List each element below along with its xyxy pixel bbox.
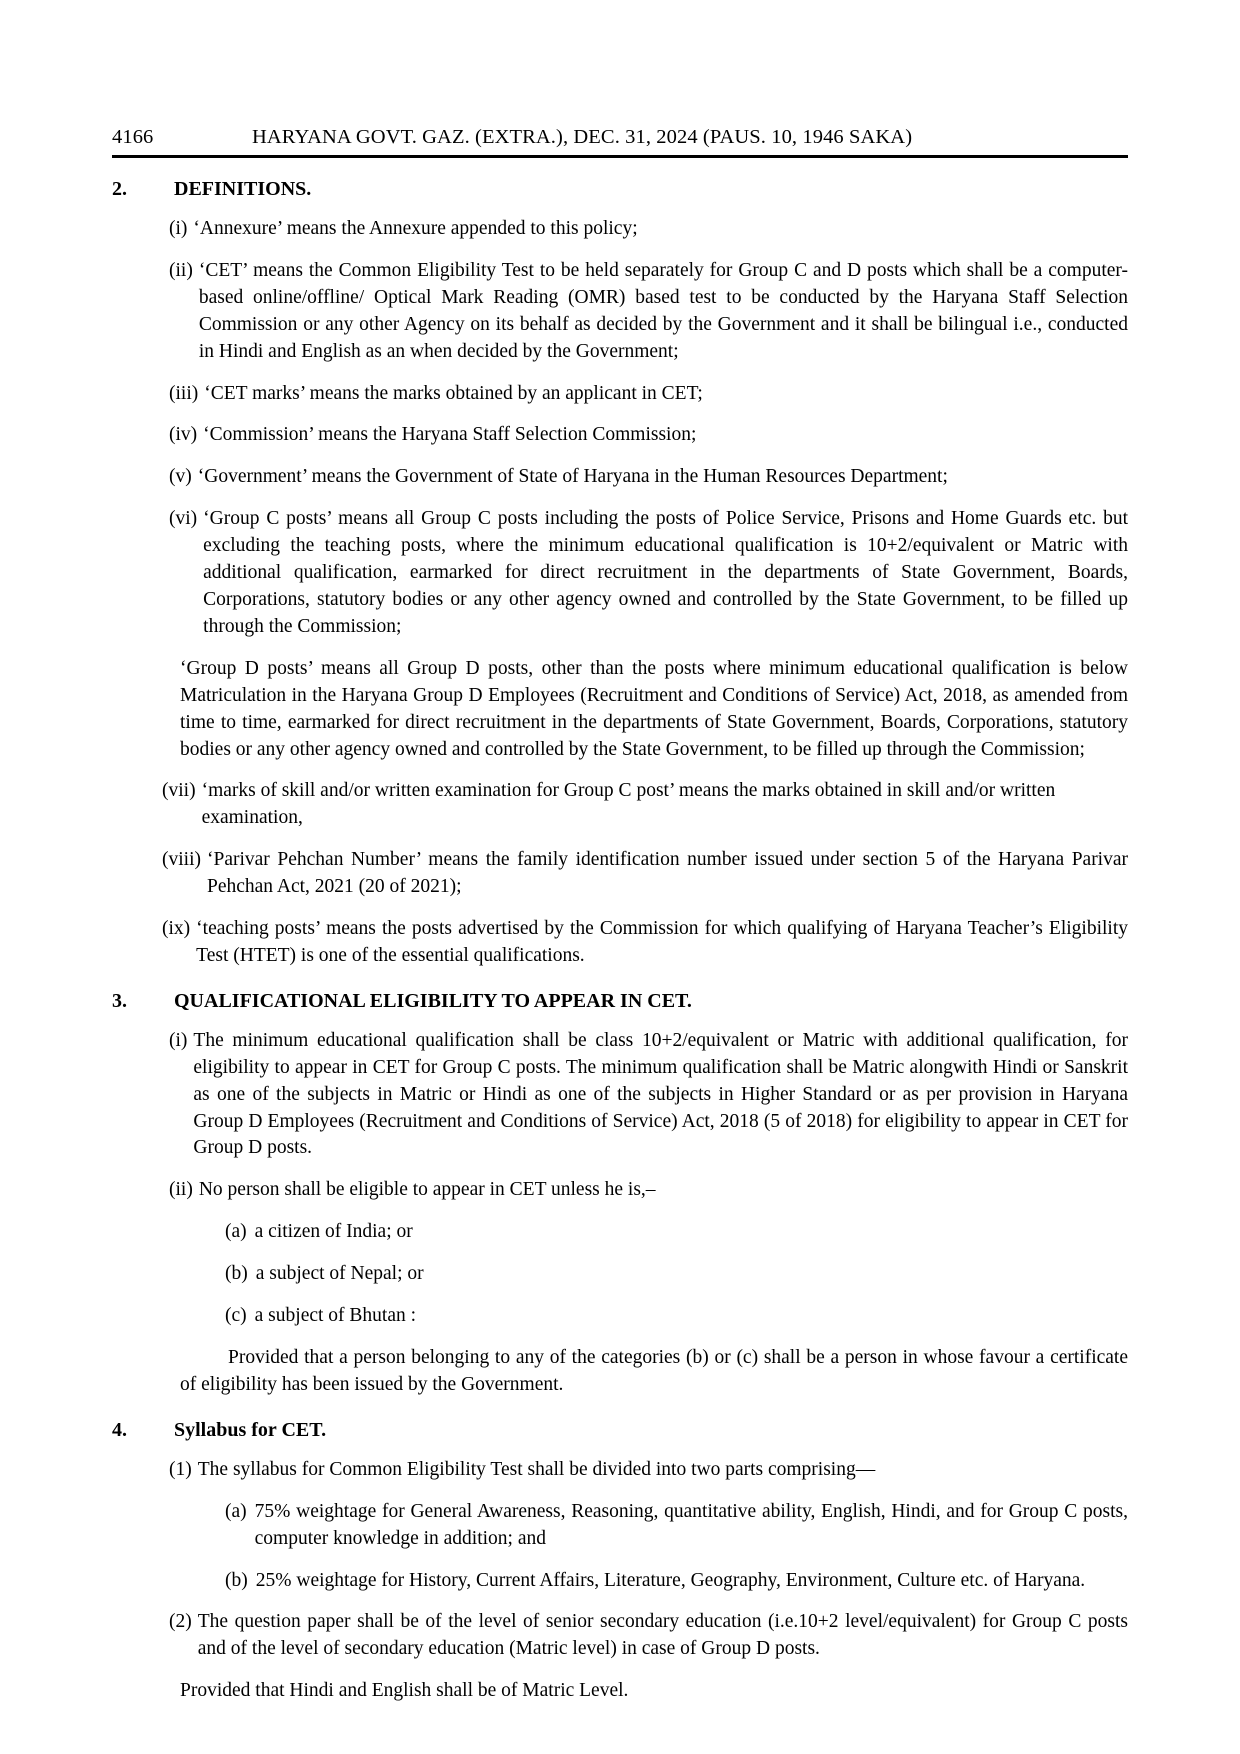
eligibility-clause (112, 1177, 1128, 1204)
syllabus-closing-paragraph (112, 1678, 1128, 1705)
subclause-marker: (c) (225, 1305, 247, 1327)
section-title: DEFINITIONS. (174, 178, 312, 200)
header-divider (112, 155, 1128, 158)
clause-text: The question paper shall be of the level of senior secondary education (i.e.10+2 level/equivalent) for Group C posts and of the level of secondary education (Matric level) in case of Group D posts. (197, 1611, 1128, 1660)
clause-marker: (i) (169, 218, 188, 239)
syllabus-clause (112, 1609, 1128, 1663)
clause-marker: (2) (169, 1611, 192, 1633)
definition-clause (112, 464, 1128, 491)
gazette-title: HARYANA GOVT. GAZ. (EXTRA.), DEC. 31, 2024 (PAUS. 10, 1946 SAKA) (252, 126, 913, 148)
subclause-text: a subject of Bhutan : (254, 1305, 417, 1327)
definition-clause (112, 916, 1128, 970)
clause-text: ‘Annexure’ means the Annexure appended to this policy; (193, 218, 638, 239)
page-running-header (112, 126, 1128, 149)
eligibility-subclause (112, 1303, 1128, 1330)
definition-clause (112, 381, 1128, 408)
eligibility-proviso: Provided that a person belonging to any of the categories (b) or (c) shall be a person in whose favour a certificate of eligibility has been issued by the Government. (180, 1347, 1128, 1395)
subclause-text: 75% weightage for General Awareness, Reasoning, quantitative ability, English, Hindi, and for Group C posts, computer knowledge in addition; and (254, 1500, 1128, 1549)
section-title: Syllabus for CET. (174, 1418, 327, 1441)
clause-marker: (vi) (169, 508, 198, 530)
clause-text: ‘Commission’ means the Haryana Staff Selection Commission; (203, 424, 697, 446)
indent-spacer (112, 1678, 174, 1705)
definition-clause (112, 422, 1128, 449)
clause-text: No person shall be eligible to appear in CET unless he is,– (198, 1179, 656, 1201)
clause-text: ‘Group C posts’ means all Group C posts including the posts of Police Service, Prisons and Home Guards etc. but excluding the teaching posts, where the minimum educational qualification is 10+2/equivalent or Matric with additional qualification, earmarked for direct recruitment in the departments of State Government, Boards, Corporations, statutory bodies or any other agency owned and controlled by the State Government, to be filled up through the Commission; (203, 508, 1128, 637)
clause-marker: (vii) (162, 780, 196, 802)
group-d-definition-paragraph (112, 656, 1128, 764)
clause-text: ‘Parivar Pehchan Number’ means the family identification number issued under section 5 of the Haryana Parivar Pehchan Act, 2021 (20 of 2021); (207, 849, 1128, 898)
clause-text: ‘CET’ means the Common Eligibility Test to be held separately for Group C and D posts which shall be a computer-based online/offline/ Optical Mark Reading (OMR) based test to be conducted by the Haryana Staff Selection Commission or any other Agency on its behalf as decided by the Government and it shall be bilingual i.e., conducted in Hindi and English as an when decided by the Government; (198, 259, 1128, 362)
clause-marker: (ii) (169, 1179, 193, 1201)
section-title: QUALIFICATIONAL ELIGIBILITY TO APPEAR IN CET. (174, 989, 692, 1012)
clause-marker: (iv) (169, 424, 198, 446)
clause-marker: (i) (169, 1029, 188, 1051)
eligibility-clause (112, 1028, 1128, 1163)
subclause-marker: (a) (225, 1221, 247, 1243)
clause-text: The syllabus for Common Eligibility Test shall be divided into two parts comprising— (197, 1458, 876, 1480)
clause-marker: (ii) (169, 259, 193, 281)
subclause-marker: (b) (225, 1263, 248, 1285)
clause-text: ‘Group D posts’ means all Group D posts, other than the posts where minimum educational qualification is below Matriculation in the Haryana Group D Employees (Recruitment and Conditions of Service) Act, 2018, as amended from time to time, earmarked for direct recruitment in the departments of State Government, Boards, Corporations, statutory bodies or any other agency owned and controlled by the State Government, to be filled up through the Commission; (180, 657, 1128, 760)
section-heading-eligibility (112, 990, 1128, 1013)
section-heading-definitions (112, 178, 1128, 201)
eligibility-subclause (112, 1261, 1128, 1288)
clause-text: Provided that Hindi and English shall be of Matric Level. (180, 1680, 629, 1702)
section-number: 3. (112, 989, 127, 1012)
syllabus-subclause (112, 1568, 1128, 1595)
definition-clause (112, 506, 1128, 641)
clause-marker: (1) (169, 1458, 192, 1480)
clause-text: ‘marks of skill and/or written examination for Group C post’ means the marks obtained in skill and/or written examination, (201, 780, 1056, 829)
subclause-marker: (a) (225, 1500, 247, 1522)
page-number: 4166 (112, 126, 154, 148)
clause-text: ‘CET marks’ means the marks obtained by an applicant in CET; (204, 382, 703, 404)
clause-marker: (viii) (162, 849, 201, 871)
subclause-text: a citizen of India; or (254, 1221, 413, 1243)
eligibility-subclause (112, 1219, 1128, 1246)
clause-marker: (ix) (162, 918, 191, 940)
subclause-text: 25% weightage for History, Current Affairs, Literature, Geography, Environment, Culture etc. of Haryana. (255, 1569, 1086, 1591)
subclause-marker: (b) (225, 1569, 248, 1591)
section-number: 4. (112, 1418, 127, 1441)
subclause-text: a subject of Nepal; or (255, 1263, 424, 1285)
definition-clause (112, 258, 1128, 366)
clause-text: The minimum educational qualification shall be class 10+2/equivalent or Matric with additional qualification, for eligibility to appear in CET for Group C posts. The minimum qualification shall be Matric alongwith Hindi or Sanskrit as one of the subjects in Matric or Hindi as one of the subjects in Higher Standard or as per provision in Haryana Group D Employees (Recruitment and Conditions of Service) Act, 2018 (5 of 2018) for eligibility to appear in CET for Group D posts. (193, 1029, 1128, 1159)
indent-spacer (112, 656, 174, 764)
syllabus-clause (112, 1457, 1128, 1484)
syllabus-subclause (112, 1499, 1128, 1553)
section-heading-syllabus (112, 1419, 1128, 1442)
definition-clause (112, 216, 1128, 243)
clause-marker: (v) (169, 466, 192, 488)
clause-text: ‘Government’ means the Government of State of Haryana in the Human Resources Department; (197, 466, 948, 488)
definition-clause (112, 847, 1128, 901)
definition-clause (112, 778, 1128, 832)
clause-marker: (iii) (169, 382, 199, 404)
clause-text: ‘teaching posts’ means the posts advertised by the Commission for which qualifying of Haryana Teacher’s Eligibility Test (HTET) is one of the essential qualifications. (196, 918, 1128, 966)
section-number: 2. (112, 178, 127, 200)
